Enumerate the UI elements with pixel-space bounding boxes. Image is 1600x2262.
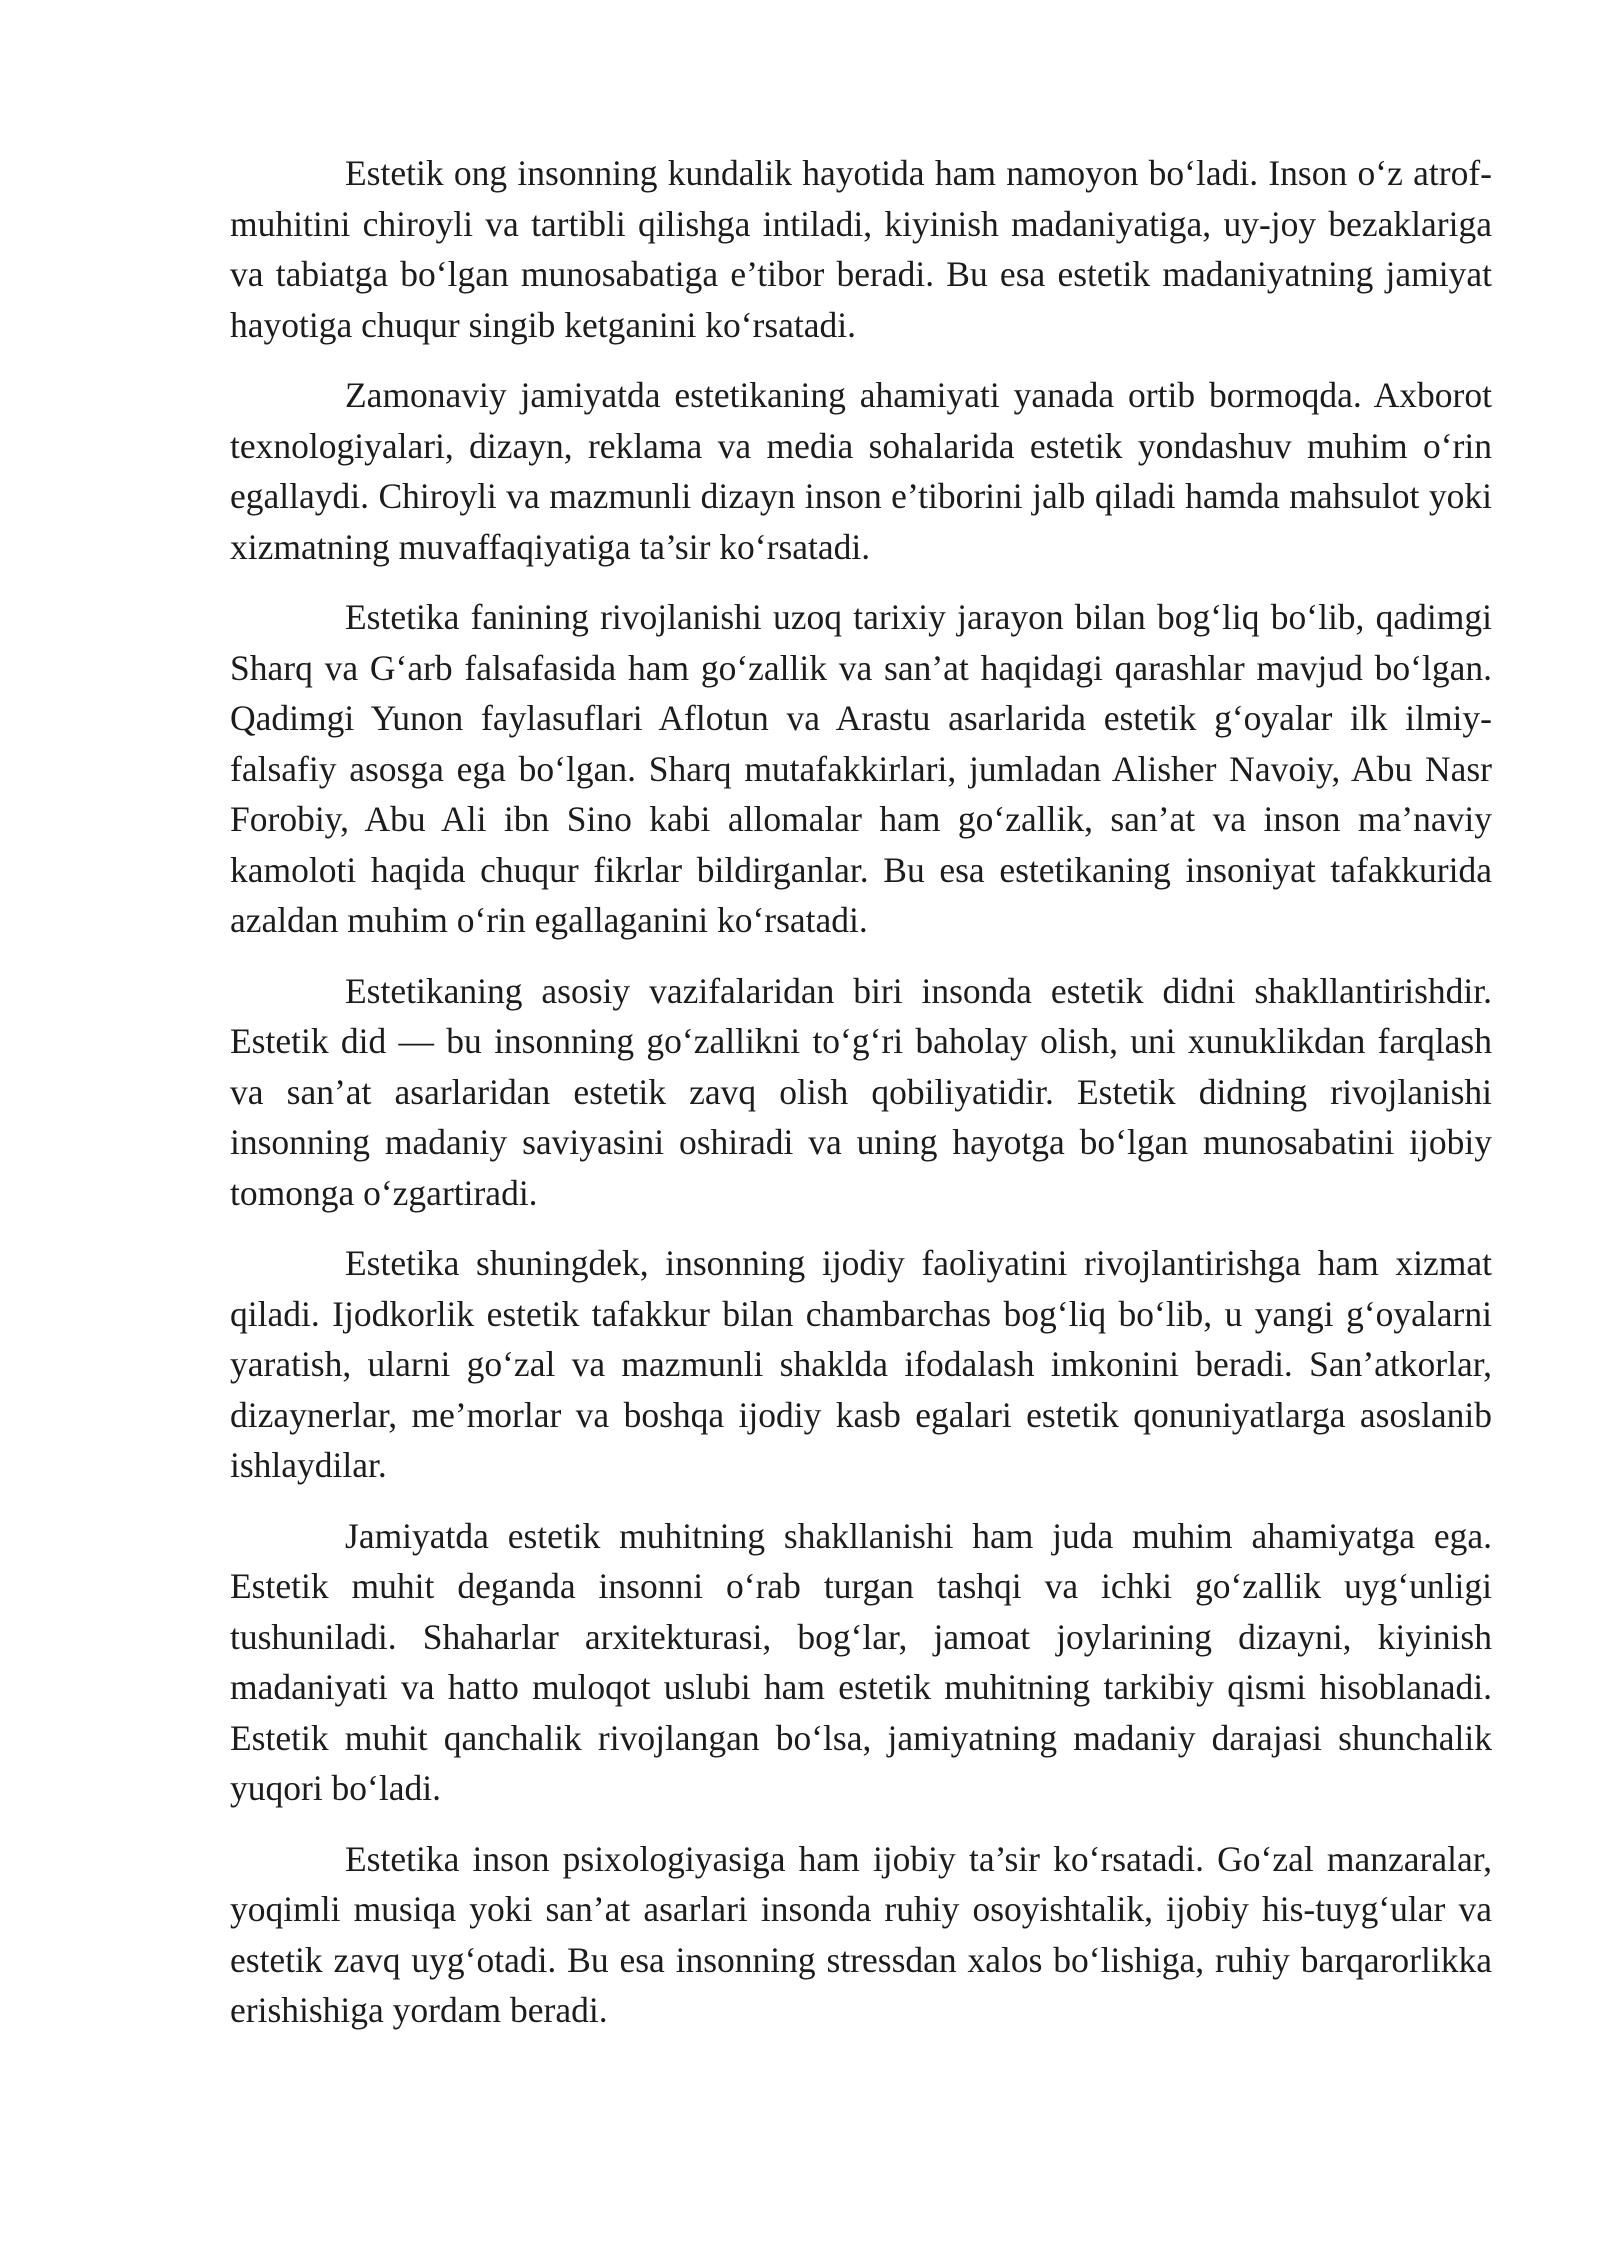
paragraph-history-of-aesthetics: Estetika fanining rivojlanishi uzoq tarixiy jarayon bilan bog‘liq bo‘lib, qadimgi Sharq va G‘arb falsafasida ham go‘zallik va san’at haqidagi qarashlar mavjud bo‘lgan. Qadimgi Yunon faylasuflari Aflotun va Arastu asarlarida estetik g‘oyalar ilk ilmiy-falsafiy asosga ega bo‘lgan. Sharq mutafakkirlari, jumladan Alisher Navoiy, Abu Nasr Forobiy, Abu Ali ibn Sino kabi allomalar ham go‘zallik, san’at va inson ma’naviy kamoloti haqida chuqur fikrlar bildirganlar. Bu esa estetikaning insoniyat tafakkurida azaldan muhim o‘rin egallaganini ko‘rsatadi.: [230, 597, 1492, 940]
paragraph-modern-society: Zamonaviy jamiyatda estetikaning ahamiyati yanada ortib bormoqda. Axborot texnologiyalari, dizayn, reklama va media sohalarida estetik yondashuv muhim o‘rin egallaydi. Chiroyli va mazmunli dizayn inson e’tiborini jalb qiladi hamda mahsulot yoki xizmatning muvaffaqiyatiga ta’sir ko‘rsatadi.: [230, 375, 1492, 567]
paragraph-aesthetic-taste: Estetikaning asosiy vazifalaridan biri insonda estetik didni shakllantirishdir. Estetik did — bu insonning go‘zallikni to‘g‘ri baholay olish, uni xunuklikdan farqlash va san’at asarlaridan estetik zavq olish qobiliyatidir. Estetik didning rivojlanishi insonning madaniy saviyasini oshiradi va uning hayotga bo‘lgan munosabatini ijobiy tomonga o‘zgartiradi.: [230, 970, 1492, 1213]
paragraph-aesthetic-environment: Jamiyatda estetik muhitning shakllanishi ham juda muhim ahamiyatga ega. Estetik muhit deganda insonni o‘rab turgan tashqi va ichki go‘zallik uyg‘unligi tushuniladi. Shaharlar arxitekturasi, bog‘lar, jamoat joylarining dizayni, kiyinish madaniyati va hatto muloqot uslubi ham estetik muhitning tarkibiy qismi hisoblanadi. Estetik muhit qanchalik rivojlangan bo‘lsa, jamiyatning madaniy darajasi shunchalik yuqori bo‘ladi.: [230, 1515, 1492, 1808]
paragraph-everyday-aesthetics: Estetik ong insonning kundalik hayotida ham namoyon bo‘ladi. Inson o‘z atrof-muhitini chiroyli va tartibli qilishga intiladi, kiyinish madaniyatiga, uy-joy bezaklariga va tabiatga bo‘lgan munosabatiga e’tibor beradi. Bu esa estetik madaniyatning jamiyat hayotiga chuqur singib ketganini ko‘rsatadi.: [230, 153, 1492, 345]
paragraph-psychology: Estetika inson psixologiyasiga ham ijobiy ta’sir ko‘rsatadi. Go‘zal manzaralar, yoqimli musiqa yoki san’at asarlari insonda ruhiy osoyishtalik, ijobiy his-tuyg‘ular va estetik zavq uyg‘otadi. Bu esa insonning stressdan xalos bo‘lishiga, ruhiy barqarorlikka erishishiga yordam beradi.: [230, 1838, 1492, 2030]
paragraph-creative-activity: Estetika shuningdek, insonning ijodiy faoliyatini rivojlantirishga ham xizmat qiladi. Ijodkorlik estetik tafakkur bilan chambarchas bog‘liq bo‘lib, u yangi g‘oyalarni yaratish, ularni go‘zal va mazmunli shaklda ifodalash imkonini beradi. San’atkorlar, dizaynerlar, me’morlar va boshqa ijodiy kasb egalari estetik qonuniyatlarga asoslanib ishlaydilar.: [230, 1243, 1492, 1485]
document-body: [230, 148, 1492, 2056]
